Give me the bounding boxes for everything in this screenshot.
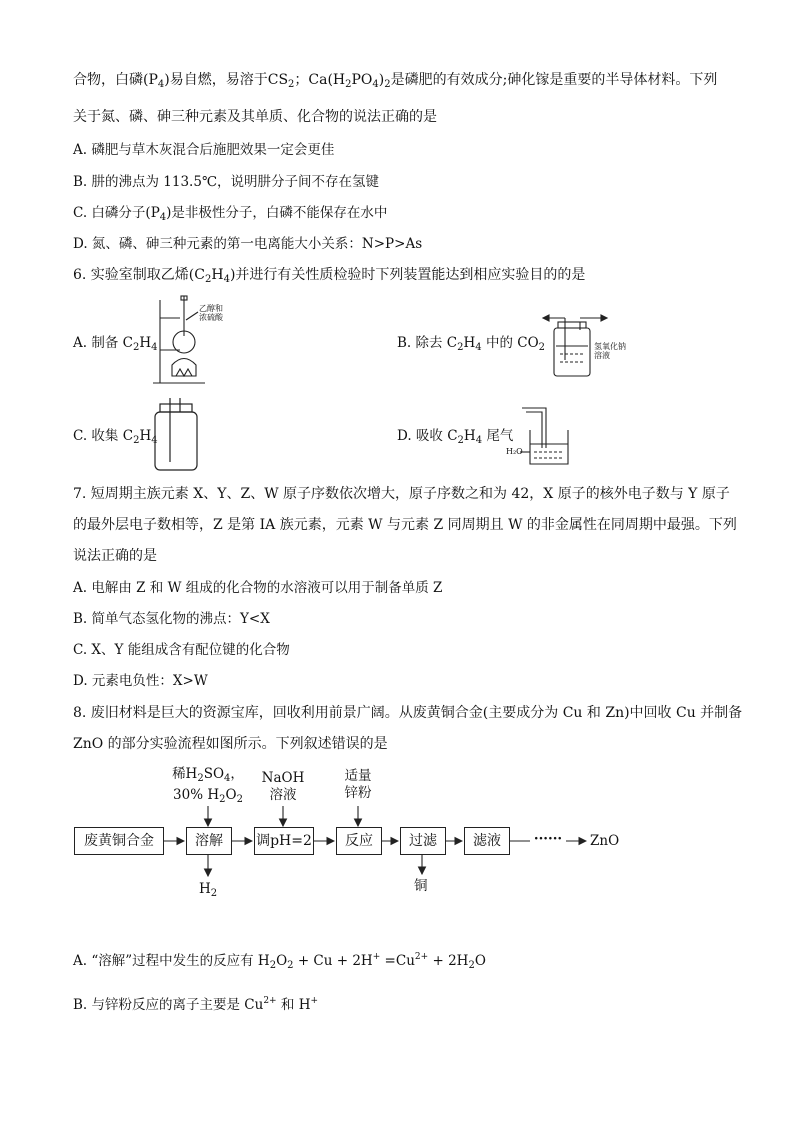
apparatus-d-label: H₂O [506, 447, 523, 456]
q7-stem-line-1: 7. 短周期主族元素 X、Y、Z、W 原子序数依次增大，原子序数之和为 42，X 原子的核外电子数与 Y 原子 [73, 486, 730, 502]
apparatus-a-flask [153, 296, 205, 383]
q7-option-a: A. 电解由 Z 和 W 组成的化合物的水溶液可以用于制备单质 Z [73, 580, 443, 596]
flow-box-reaction: 反应 [336, 827, 382, 855]
apparatus-c-collection-bottle [155, 398, 197, 470]
q7-stem-line-3: 说法正确的是 [73, 548, 157, 564]
flow-byproduct-copper: 铜 [414, 878, 428, 894]
q5-option-d: D. 氮、磷、砷三种元素的第一电离能大小关系：N>P>As [73, 236, 423, 252]
flow-box-filtrate: 滤液 [464, 827, 510, 855]
q8-stem-line-1: 8. 废旧材料是巨大的资源宝库，回收利用前景广阔。从废黄铜合金(主要成分为 Cu 和 Zn)中回收 Cu 并制备 [73, 705, 743, 721]
q7-option-b: B. 简单气态氢化物的沸点：Y<X [73, 611, 270, 627]
flow-reagent-zinc: 适量 锌粉 [344, 768, 372, 801]
q6-option-d: D. 吸收 $C_2H_4$ 尾气 [397, 428, 514, 446]
apparatus-b-label: 氢氧化钠 溶液 [594, 342, 626, 360]
q5-option-b: B. 肼的沸点为 113.5℃，说明肼分子间不存在氢键 [73, 174, 380, 190]
apparatus-a-label: 乙醇和 浓硫酸 [199, 304, 223, 322]
flow-reagent-naoh: NaOH 溶液 [261, 770, 305, 803]
flow-box-filter: 过滤 [400, 827, 446, 855]
q6-option-b: B. 除去 $C_2H_4$ 中的 $CO_2$ [397, 335, 546, 353]
apparatus-d-beaker [520, 408, 568, 464]
q8-option-a: A. “溶解”过程中发生的反应有 $H_2O_2 + Cu + 2H^+ =Cu^{2+} + 2H_2O$ [73, 952, 486, 971]
flow-box-dissolve: 溶解 [186, 827, 232, 855]
flow-byproduct-h2: $H_2$ [199, 881, 218, 899]
flow-reagent-acid: 稀$H_2SO_4$， 30% $H_2O_2$ [172, 766, 244, 805]
q8-stem-line-2: ZnO 的部分实验流程如图所示。下列叙述错误的是 [73, 736, 388, 752]
intro-line-2: 关于氮、磷、砷三种元素及其单质、化合物的说法正确的是 [73, 109, 437, 125]
q5-option-a: A. 磷肥与草木灰混合后施肥效果一定会更佳 [73, 142, 335, 158]
q7-option-d: D. 元素电负性：X>W [73, 673, 208, 689]
intro-line-1: 合物，白磷$(P_4)$易自燃，易溶于$CS_2$；$Ca(H_2PO_4)_2$是磷肥的有效成分;砷化镓是重要的半导体材料。下列 [73, 72, 718, 90]
q7-option-c: C. X、Y 能组成含有配位键的化合物 [73, 642, 290, 658]
flow-box-scrap-brass: 废黄铜合金 [74, 827, 164, 855]
flow-box-adjust-ph: 调pH=2 [254, 827, 314, 855]
flow-dots: ······ [533, 831, 563, 847]
q8-option-b: B. 与锌粉反应的离子主要是 $Cu^{2+}$ 和 H+ [73, 996, 319, 1013]
flow-product-zno: ZnO [590, 833, 620, 849]
q7-stem-line-2: 的最外层电子数相等，Z 是第 IA 族元素，元素 W 与元素 Z 同周期且 W 的非金属性在同周期中最强。下列 [73, 517, 737, 533]
q6-option-a: A. 制备 $C_2H_4$ [73, 335, 158, 353]
q6-stem: 6. 实验室制取乙烯$(C_2H_4)$并进行有关性质检验时下列装置能达到相应实验目的的是 [73, 267, 586, 285]
q6-option-c: C. 收集 $C_2H_4$ [73, 428, 158, 446]
q5-option-c: C. 白磷分子$(P_4)$是非极性分子，白磷不能保存在水中 [73, 205, 388, 223]
